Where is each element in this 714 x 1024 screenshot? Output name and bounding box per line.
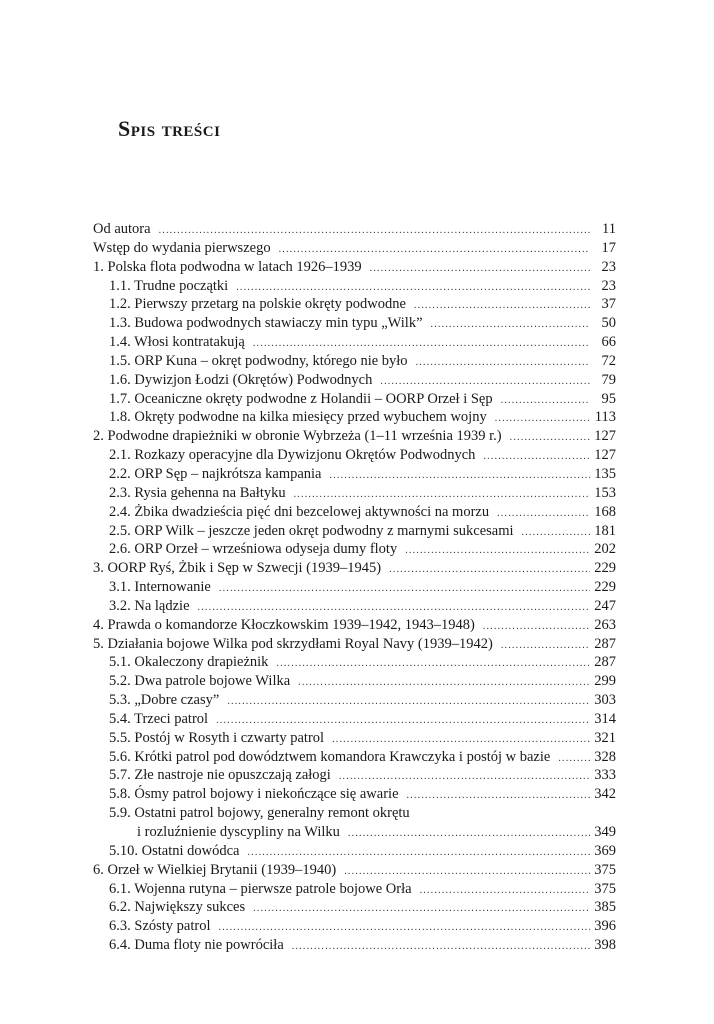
toc-entry	[93, 842, 616, 861]
toc-entry-label: Od autora	[93, 221, 151, 237]
toc-entry	[93, 578, 616, 597]
toc-entry-page: 168	[594, 503, 616, 520]
toc-entry-label: 4. Prawda o komandorze Kłoczkowskim 1939–1942, 1943–1948)	[93, 616, 475, 633]
toc-entry-label: 1.6. Dywizjon Łodzi (Okrętów) Podwodnych	[109, 371, 373, 388]
toc-entry-page: 375	[594, 880, 616, 897]
toc-entry-label: 6.4. Duma floty nie powróciła	[109, 937, 284, 954]
dot-leader	[558, 750, 590, 769]
toc-entry	[93, 616, 616, 635]
toc-entry-page: 375	[594, 861, 616, 878]
toc-entry-page: 314	[594, 710, 616, 727]
toc-entry-page: 229	[594, 560, 616, 577]
toc-entry-label: 1.4. Włosi kontratakują	[109, 334, 245, 351]
toc-entry-page: 72	[601, 352, 616, 369]
toc-entry-label: 5.8. Ósmy patrol bojowy i niekończące się awarie	[109, 786, 399, 803]
toc-entry-page: 37	[601, 296, 616, 313]
toc-entry-label: 5.7. Złe nastroje nie opuszczają załogi	[109, 767, 331, 784]
toc-entry-label: 5. Działania bojowe Wilka pod skrzydłami Royal Navy (1939–1942)	[93, 635, 493, 652]
toc-entry-label: 5.6. Krótki patrol pod dowództwem komandora Krawczyka i postój w bazie	[109, 748, 551, 765]
toc-entry-label: 2. Podwodne drapieżniki w obronie Wybrzeża (1–11 września 1939 r.)	[93, 428, 502, 445]
toc-entry	[93, 352, 616, 371]
toc-entry	[93, 220, 616, 239]
toc-entry-label: 1.1. Trudne początki	[109, 277, 229, 294]
toc-entry-page: 287	[594, 654, 616, 671]
toc-entry-label: 2.6. ORP Orzeł – wrześniowa odyseja dumy floty	[109, 541, 398, 558]
toc-entry-page: 95	[601, 390, 616, 407]
toc-entry	[93, 239, 616, 258]
toc-entry	[93, 484, 616, 503]
toc-entry-label: 3.1. Internowanie	[109, 579, 211, 596]
toc-entry	[93, 503, 616, 522]
toc-entry-label: 5.10. Ostatni dowódca	[109, 842, 240, 859]
dot-leader	[510, 429, 590, 448]
dot-leader	[522, 524, 590, 543]
toc-entry	[93, 653, 616, 672]
toc-entry-label: 1. Polska flota podwodna w latach 1926–1939	[93, 258, 362, 275]
toc-entry	[93, 861, 616, 880]
toc-entry	[93, 258, 616, 277]
toc-entry	[93, 748, 616, 767]
dot-leader	[414, 297, 590, 316]
dot-leader	[501, 637, 590, 656]
toc-entry	[93, 540, 616, 559]
toc-entry	[93, 785, 616, 804]
toc-entry-page: 153	[594, 484, 616, 501]
toc-entry-page: 396	[594, 918, 616, 935]
toc-entry	[93, 823, 616, 842]
toc-entry	[93, 408, 616, 427]
toc-entry-page: 202	[594, 541, 616, 558]
dot-leader	[389, 561, 590, 580]
toc-entry-label: i rozluźnienie dyscypliny na Wilku	[137, 824, 340, 840]
toc-entry-page: 303	[594, 692, 616, 709]
toc-entry	[93, 277, 616, 296]
toc-entry-page: 328	[594, 748, 616, 765]
toc-entry-label: Wstęp do wydania pierwszego	[93, 239, 271, 256]
toc-entry	[93, 446, 616, 465]
toc-entry-page: 50	[601, 315, 616, 332]
dot-leader	[292, 938, 590, 957]
toc-entry	[93, 936, 616, 955]
toc-entry	[93, 597, 616, 616]
toc-entry	[93, 729, 616, 748]
table-of-contents	[93, 220, 616, 955]
toc-entry-page: 398	[594, 937, 616, 954]
toc-entry-label: 6.3. Szósty patrol	[109, 918, 211, 935]
toc-entry-label: 2.2. ORP Sęp – najkrótsza kampania	[109, 465, 322, 482]
toc-entry-page: 299	[594, 673, 616, 690]
dot-leader	[348, 825, 590, 844]
toc-entry-page: 333	[594, 767, 616, 784]
dot-leader	[219, 580, 590, 599]
dot-leader	[431, 316, 590, 335]
dot-leader	[405, 542, 590, 561]
toc-entry	[93, 559, 616, 578]
dot-leader	[298, 674, 590, 693]
dot-leader	[253, 900, 590, 919]
toc-entry-label: 3. OORP Ryś, Żbik i Sęp w Szwecji (1939–1945)	[93, 560, 382, 577]
toc-entry-label: 1.2. Pierwszy przetarg na polskie okręty podwodne	[109, 296, 406, 313]
toc-entry-label: 2.1. Rozkazy operacyjne dla Dywizjonu Okrętów Podwodnych	[109, 447, 476, 464]
toc-entry-page: 23	[601, 277, 616, 294]
toc-entry	[93, 917, 616, 936]
toc-entry	[93, 766, 616, 785]
toc-entry-page: 17	[601, 239, 616, 256]
dot-leader	[227, 693, 590, 712]
dot-leader	[407, 787, 590, 806]
dot-leader	[276, 655, 590, 674]
toc-entry-label: 1.7. Oceaniczne okręty podwodne z Holandii – OORP Orzeł i Sęp	[109, 390, 493, 407]
toc-entry	[93, 804, 616, 823]
toc-entry-page: 113	[594, 409, 616, 426]
toc-entry-label: 2.5. ORP Wilk – jeszcze jeden okręt podwodny z marnymi sukcesami	[109, 522, 514, 539]
toc-entry	[93, 898, 616, 917]
toc-entry-page: 321	[594, 729, 616, 746]
toc-entry-label: 1.8. Okręty podwodne na kilka miesięcy przed wybuchem wojny	[109, 409, 487, 426]
toc-entry	[93, 465, 616, 484]
toc-entry-label: 2.4. Żbika dwadzieścia pięć dni bezcelowej aktywności na morzu	[109, 503, 490, 520]
dot-leader	[420, 882, 590, 901]
toc-entry-label: 5.9. Ostatni patrol bojowy, generalny remont okrętu	[109, 805, 410, 822]
toc-entry-label: 6. Orzeł w Wielkiej Brytanii (1939–1940)	[93, 861, 337, 878]
toc-entry	[93, 672, 616, 691]
toc-entry-label: 2.3. Rysia gehenna na Bałtyku	[109, 484, 286, 501]
toc-entry	[93, 371, 616, 390]
toc-entry	[93, 390, 616, 409]
toc-entry-page: 23	[601, 258, 616, 275]
toc-entry	[93, 710, 616, 729]
toc-entry-page: 127	[594, 428, 616, 445]
toc-entry-label: 5.5. Postój w Rosyth i czwarty patrol	[109, 729, 325, 746]
toc-entry-label: 1.5. ORP Kuna – okręt podwodny, którego nie było	[109, 352, 408, 369]
toc-entry-page: 263	[594, 616, 616, 633]
toc-entry-page: 66	[601, 334, 616, 351]
toc-entry-page: 349	[594, 824, 616, 840]
toc-entry	[93, 691, 616, 710]
toc-entry-page: 342	[594, 786, 616, 803]
dot-leader	[483, 448, 590, 467]
page-title: Spis treści	[118, 116, 221, 141]
toc-entry	[93, 522, 616, 541]
toc-entry-page: 181	[594, 522, 616, 539]
toc-entry	[93, 427, 616, 446]
toc-entry-label: 5.2. Dwa patrole bojowe Wilka	[109, 673, 291, 690]
toc-entry-page: 247	[594, 597, 616, 614]
toc-entry-page: 287	[594, 635, 616, 652]
toc-entry-label: 5.4. Trzeci patrol	[109, 710, 209, 727]
dot-leader	[416, 354, 590, 373]
toc-entry-page: 369	[594, 842, 616, 859]
toc-entry-label: 6.1. Wojenna rutyna – pierwsze patrole bojowe Orła	[109, 880, 412, 897]
toc-entry-page: 11	[602, 221, 616, 237]
toc-entry-label: 5.1. Okaleczony drapieżnik	[109, 654, 269, 671]
toc-entry	[93, 295, 616, 314]
toc-entry-page: 79	[601, 371, 616, 388]
toc-entry	[93, 333, 616, 352]
dot-leader	[330, 467, 591, 486]
toc-entry-page: 385	[594, 899, 616, 916]
toc-entry-label: 3.2. Na lądzie	[109, 597, 190, 614]
dot-leader	[495, 410, 590, 429]
toc-entry-page: 135	[594, 465, 616, 482]
toc-entry-page: 127	[594, 447, 616, 464]
toc-entry	[93, 314, 616, 333]
toc-entry-label: 6.2. Największy sukces	[109, 899, 246, 916]
toc-entry-label: 1.3. Budowa podwodnych stawiaczy min typu „Wilk”	[109, 315, 423, 332]
dot-leader	[483, 618, 590, 637]
toc-entry-label: 5.3. „Dobre czasy”	[109, 692, 220, 709]
dot-leader	[370, 260, 590, 279]
toc-entry-page: 229	[594, 579, 616, 596]
toc-entry	[93, 635, 616, 654]
dot-leader	[501, 392, 590, 411]
toc-entry	[93, 880, 616, 899]
